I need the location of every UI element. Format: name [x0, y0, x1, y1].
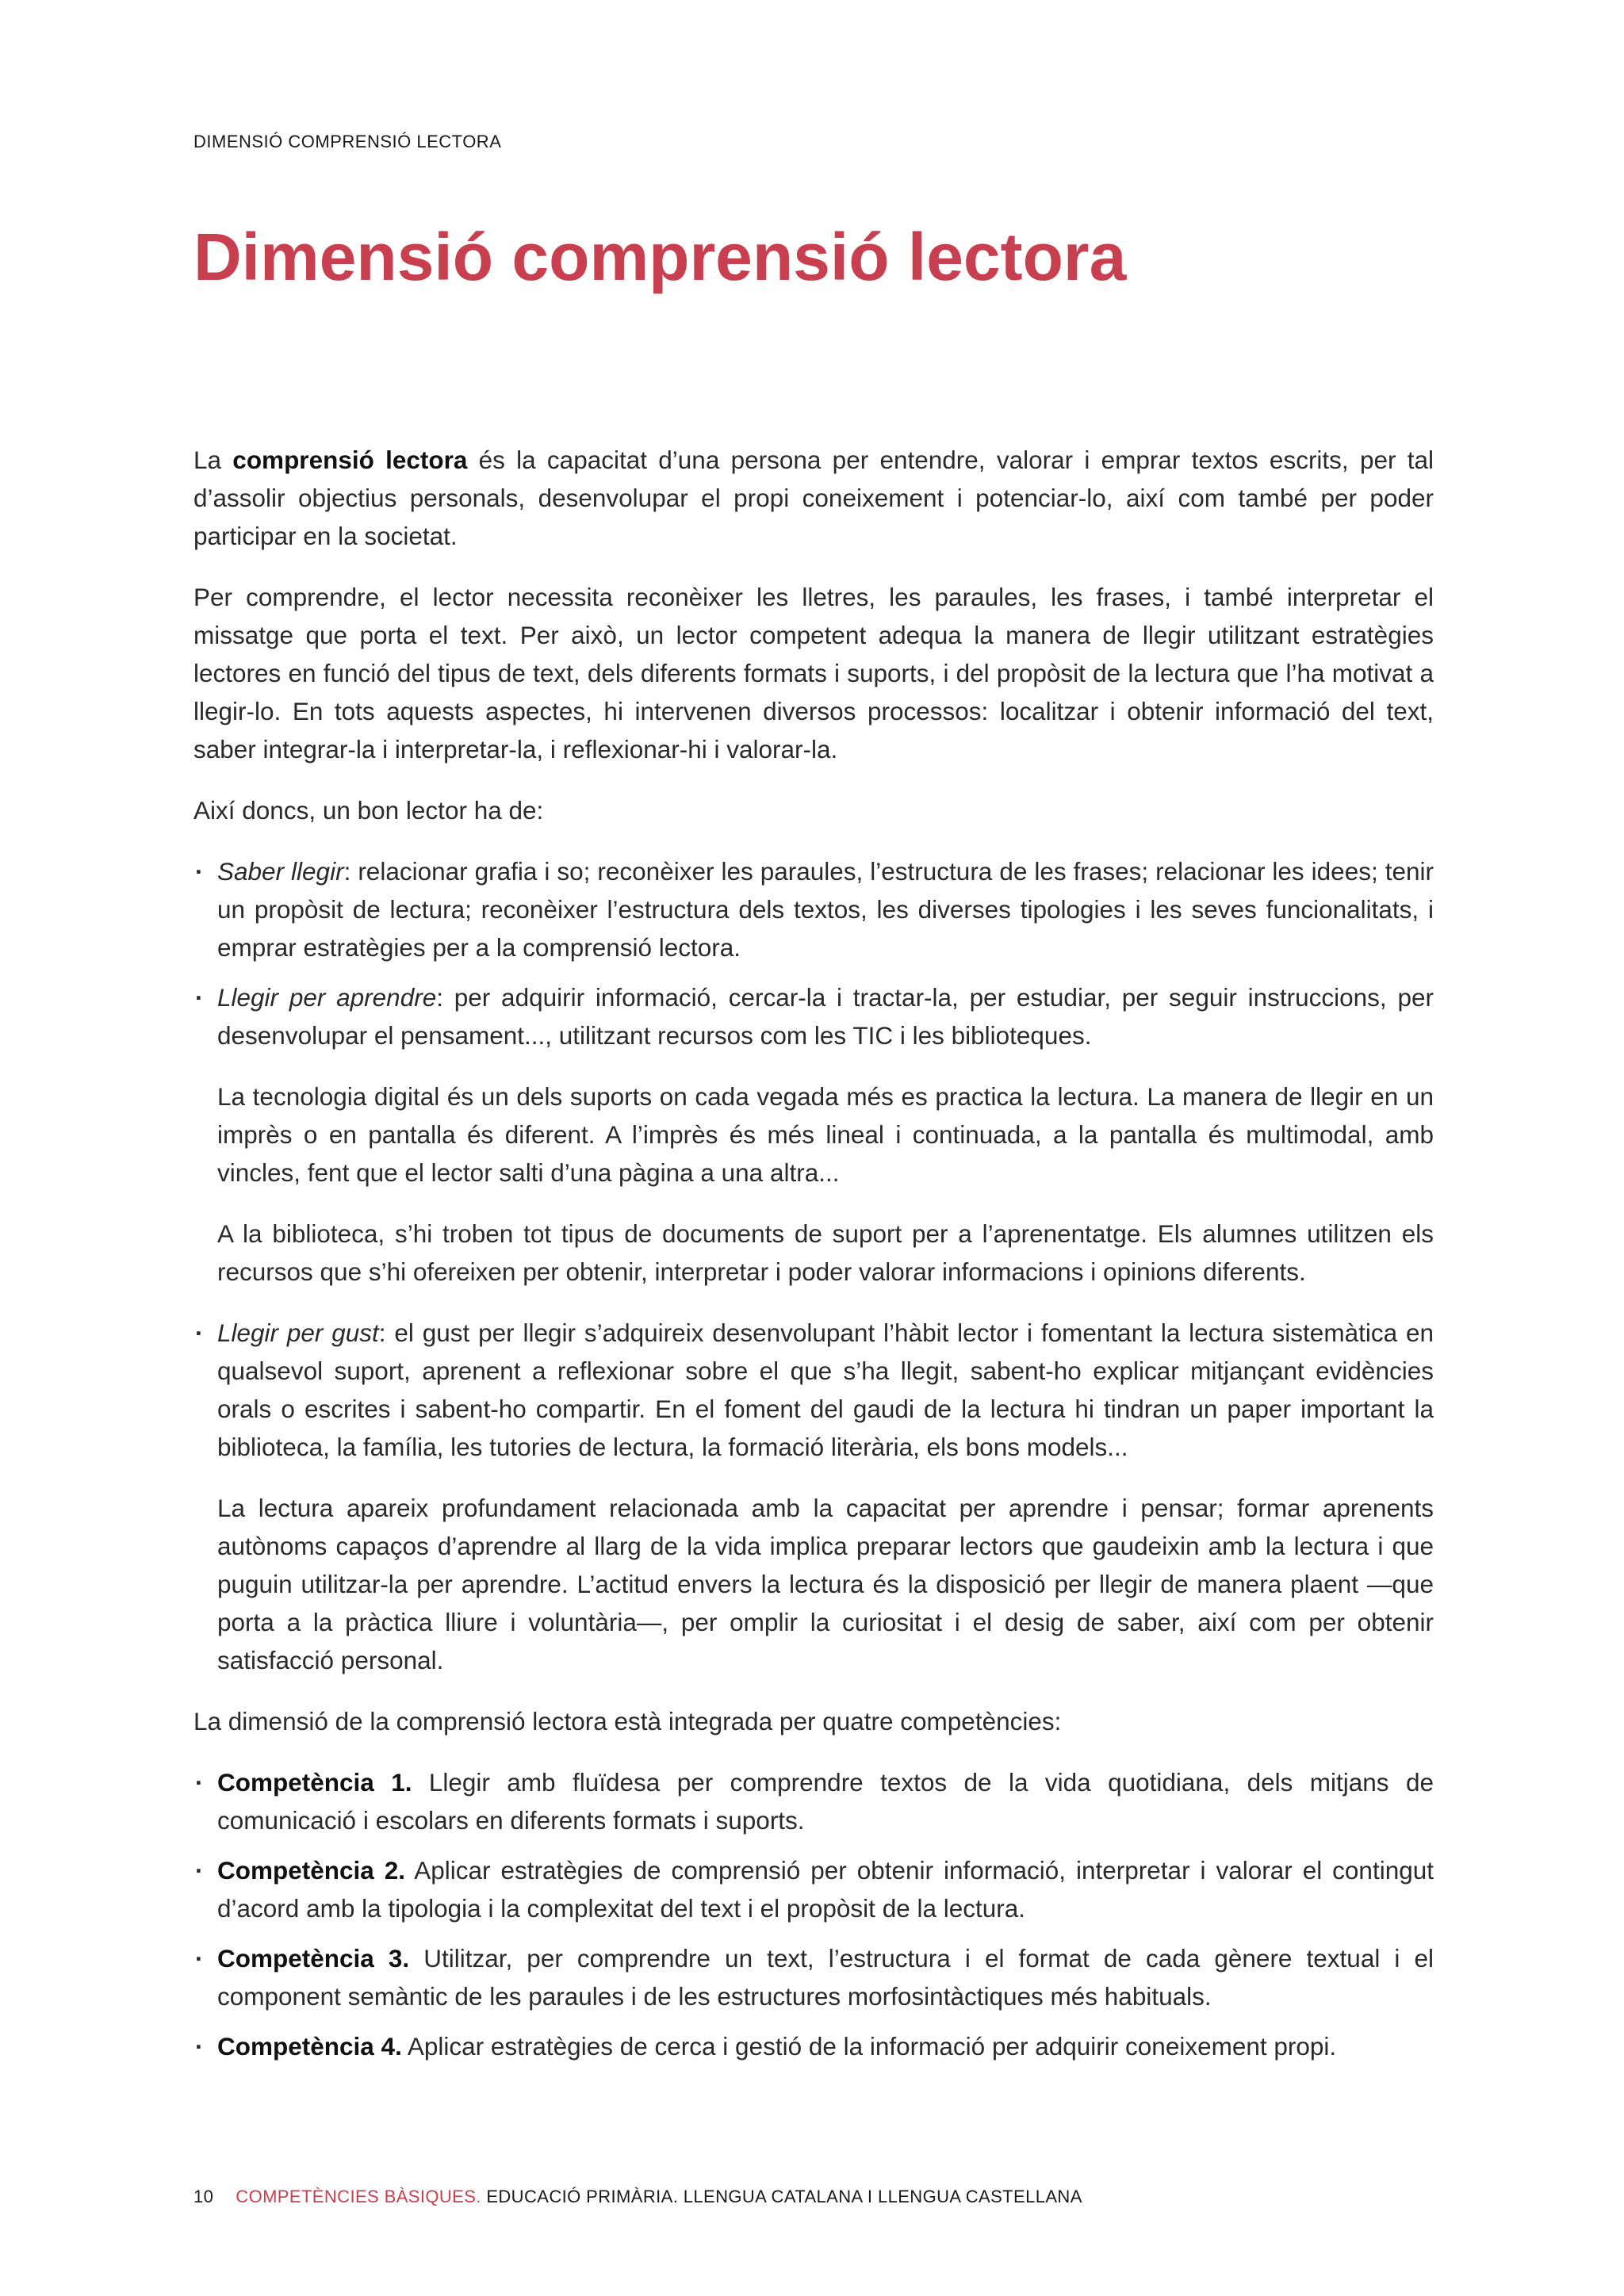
- text-llegir-per-aprendre: : per adquirir informació, cercar-la i tractar-la, per estudiar, per seguir instruccions, per desenvolupar el pensament..., utilitzant recursos com les TIC i les biblioteques.: [217, 983, 1434, 1050]
- sub-paragraphs-gust: [217, 1489, 1434, 1679]
- lead-in-paragraph: Així doncs, un bon lector ha de:: [193, 796, 544, 825]
- sub-paragraphs-aprendre: [217, 1077, 1434, 1291]
- process-paragraph: Per comprendre, el lector necessita reconèixer les lletres, les paraules, les frases, i també interpretar el missatge que porta el text. Per això, un lector competent adequa la manera de llegir utilitzant estratègies lectores en funció del tipus de text, dels diferents formats i suports, i del propòsit de la lectura que l’ha motivat a llegir-lo. En tots aquests aspectes, hi intervenen diversos processos: localitzar i obtenir informació del text, saber integrar-la i interpretar-la, i reflexionar-hi i valorar-la.: [193, 583, 1434, 763]
- list-item-competencia-1: [193, 1763, 1434, 1839]
- list-item-saber-llegir: [193, 852, 1434, 966]
- sub-paragraph-digital: La tecnologia digital és un dels suports on cada vegada més es practica la lectura. La manera de llegir en un imprès o en pantalla és diferent. A l’imprès és més lineal i continuada, a la pantalla és multimodal, amb vincles, fent que el lector salti d’una pàgina a una altra...: [217, 1082, 1434, 1187]
- list-item-competencia-4: [193, 2027, 1434, 2065]
- page-number: 10: [193, 2187, 214, 2206]
- term-saber-llegir: Saber llegir: [217, 857, 344, 886]
- competencia-2-text: Aplicar estratègies de comprensió per obtenir informació, interpretar i valorar el contingut d’acord amb la tipologia i la complexitat del text i el propòsit de la lectura.: [217, 1856, 1434, 1923]
- list-item-competencia-3: [193, 1939, 1434, 2015]
- competencia-3-text: Utilitzar, per comprendre un text, l’estructura i el format de cada gènere textual i el component semàntic de les paraules i de les estructures morfosintàctiques més habituals.: [217, 1944, 1434, 2011]
- footer-subtitle: EDUCACIÓ PRIMÀRIA. LLENGUA CATALANA I LLENGUA CASTELLANA: [481, 2187, 1082, 2206]
- competencies-list: [193, 1763, 1434, 2065]
- list-item-competencia-2: [193, 1851, 1434, 1927]
- list-item-llegir-per-gust: [193, 1314, 1434, 1679]
- running-head: DIMENSIÓ COMPRENSIÓ LECTORA: [193, 132, 502, 151]
- list-item-llegir-per-aprendre: [193, 978, 1434, 1291]
- intro-paragraph: [193, 441, 1434, 555]
- reader-skills-list: [193, 852, 1434, 1679]
- intro-pre: La: [193, 446, 233, 474]
- page-footer: [193, 2187, 1082, 2207]
- competencia-4-label: Competència 4.: [217, 2032, 402, 2061]
- sub-paragraph-actitud: La lectura apareix profundament relacionada amb la capacitat per aprendre i pensar; formar aprenents autònoms capaços d’aprendre al llarg de la vida implica preparar lectors que gaudeixin amb la lectura i que puguin utilitzar-la per aprendre. L’actitud envers la lectura és la disposició per llegir de manera plaent —que porta a la pràctica lliure i voluntària—, per omplir la curiositat i el desig de saber, així com per obtenir satisfacció personal.: [217, 1494, 1434, 1674]
- competencies-intro: La dimensió de la comprensió lectora està integrada per quatre competències:: [193, 1707, 1062, 1735]
- page-title: Dimensió comprensió lectora: [193, 220, 1127, 294]
- term-llegir-per-gust: Llegir per gust: [217, 1318, 379, 1347]
- competencia-3-label: Competència 3.: [217, 1944, 410, 1973]
- text-llegir-per-gust: : el gust per llegir s’adquireix desenvolupant l’hàbit lector i fomentant la lectura sistemàtica en qualsevol suport, aprenent a reflexionar sobre el que s’ha llegit, sabent-ho explicar mitjançant evidències orals o escrites i sabent-ho compartir. En el foment del gaudi de la lectura hi tindran un paper important la biblioteca, la família, les tutories de lectura, la formació literària, els bons models...: [217, 1318, 1434, 1461]
- term-llegir-per-aprendre: Llegir per aprendre: [217, 983, 437, 1012]
- footer-series: COMPETÈNCIES BÀSIQUES.: [236, 2187, 481, 2206]
- intro-bold-term: comprensió lectora: [232, 446, 468, 474]
- text-saber-llegir: : relacionar grafia i so; reconèixer les paraules, l’estructura de les frases; relacionar les idees; tenir un propòsit de lectura; reconèixer l’estructura dels textos, les diverses tipologies i les seves funcionalitats, i emprar estratègies per a la comprensió lectora.: [217, 857, 1434, 962]
- main-content: [193, 441, 1434, 2077]
- intro-post: és la capacitat d’una persona per entendre, valorar i emprar textos escrits, per tal d’assolir objectius personals, desenvolupar el propi coneixement i potenciar-lo, així com també per poder participar en la societat.: [193, 446, 1434, 550]
- sub-paragraph-biblioteca: A la biblioteca, s’hi troben tot tipus de documents de suport per a l’aprenentatge. Els alumnes utilitzen els recursos que s’hi ofereixen per obtenir, interpretar i poder valorar informacions i opinions diferents.: [217, 1219, 1434, 1286]
- competencia-1-text: Llegir amb fluïdesa per comprendre textos de la vida quotidiana, dels mitjans de comunicació i escolars en diferents formats i suports.: [217, 1768, 1434, 1835]
- competencia-4-text: Aplicar estratègies de cerca i gestió de la informació per adquirir coneixement propi.: [401, 2032, 1337, 2061]
- competencia-2-label: Competència 2.: [217, 1856, 406, 1885]
- competencia-1-label: Competència 1.: [217, 1768, 412, 1797]
